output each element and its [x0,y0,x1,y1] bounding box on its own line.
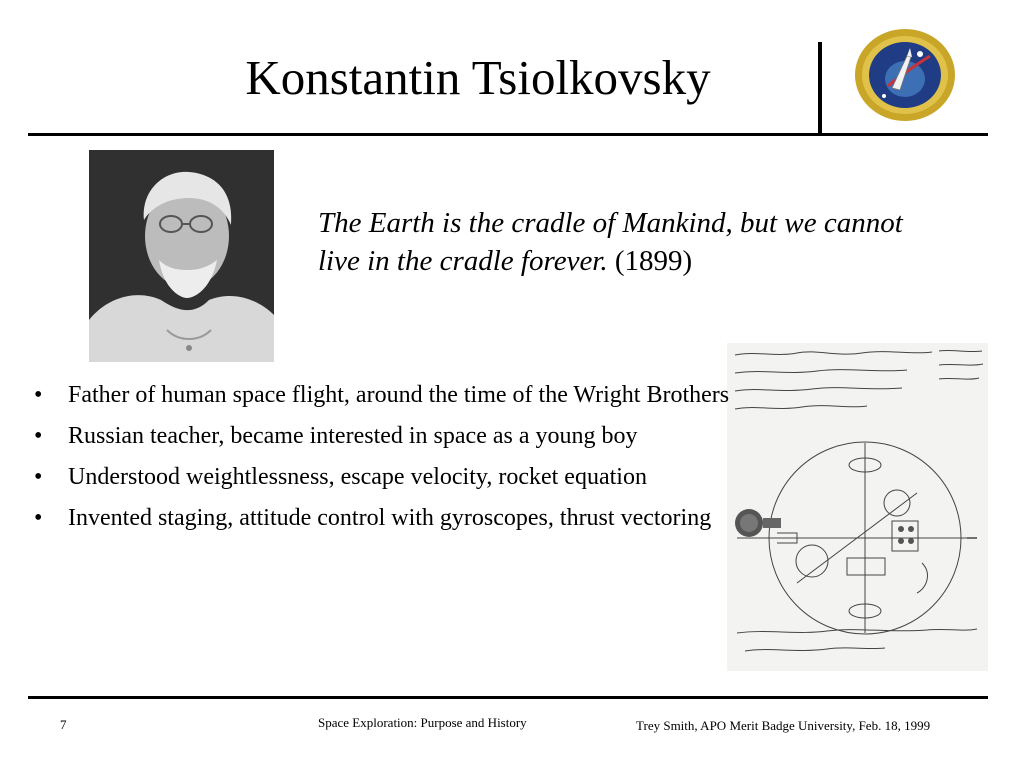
bullet-item [30,378,730,412]
title-divider-vertical [818,42,822,134]
bullet-text: Father of human space flight, around the time of the Wright Brothers [68,382,730,408]
slide-title: Konstantin Tsiolkovsky [245,50,711,105]
bullet-item [30,419,730,453]
bullet-marker: • [34,505,43,531]
bullet-marker: • [34,464,43,490]
quote-italic: The Earth is the cradle of Mankind, but we cannot live in the cradle forever. [318,207,903,277]
bullet-text: Understood weightlessness, escape velocity, rocket equation [68,464,647,490]
bullet-marker: • [34,382,43,408]
bullet-list [30,378,730,542]
header-rule [28,133,988,136]
bullet-item [30,460,730,494]
footer-rule [28,696,988,699]
merit-badge-icon [852,26,958,124]
bullet-marker: • [34,423,43,449]
quote-year: (1899) [614,245,693,277]
bullet-item [30,501,730,535]
quote-text [318,204,938,280]
footer-credit: Trey Smith, APO Merit Badge University, Feb. 18, 1999 [636,718,931,733]
bullet-text: Invented staging, attitude control with gyroscopes, thrust vectoring [68,505,712,531]
footer-title: Space Exploration: Purpose and History [318,715,527,730]
page-number: 7 [60,717,67,732]
bullet-text: Russian teacher, became interested in space as a young boy [68,423,638,449]
portrait-photo [89,150,274,362]
handwritten-sketch [727,343,988,671]
